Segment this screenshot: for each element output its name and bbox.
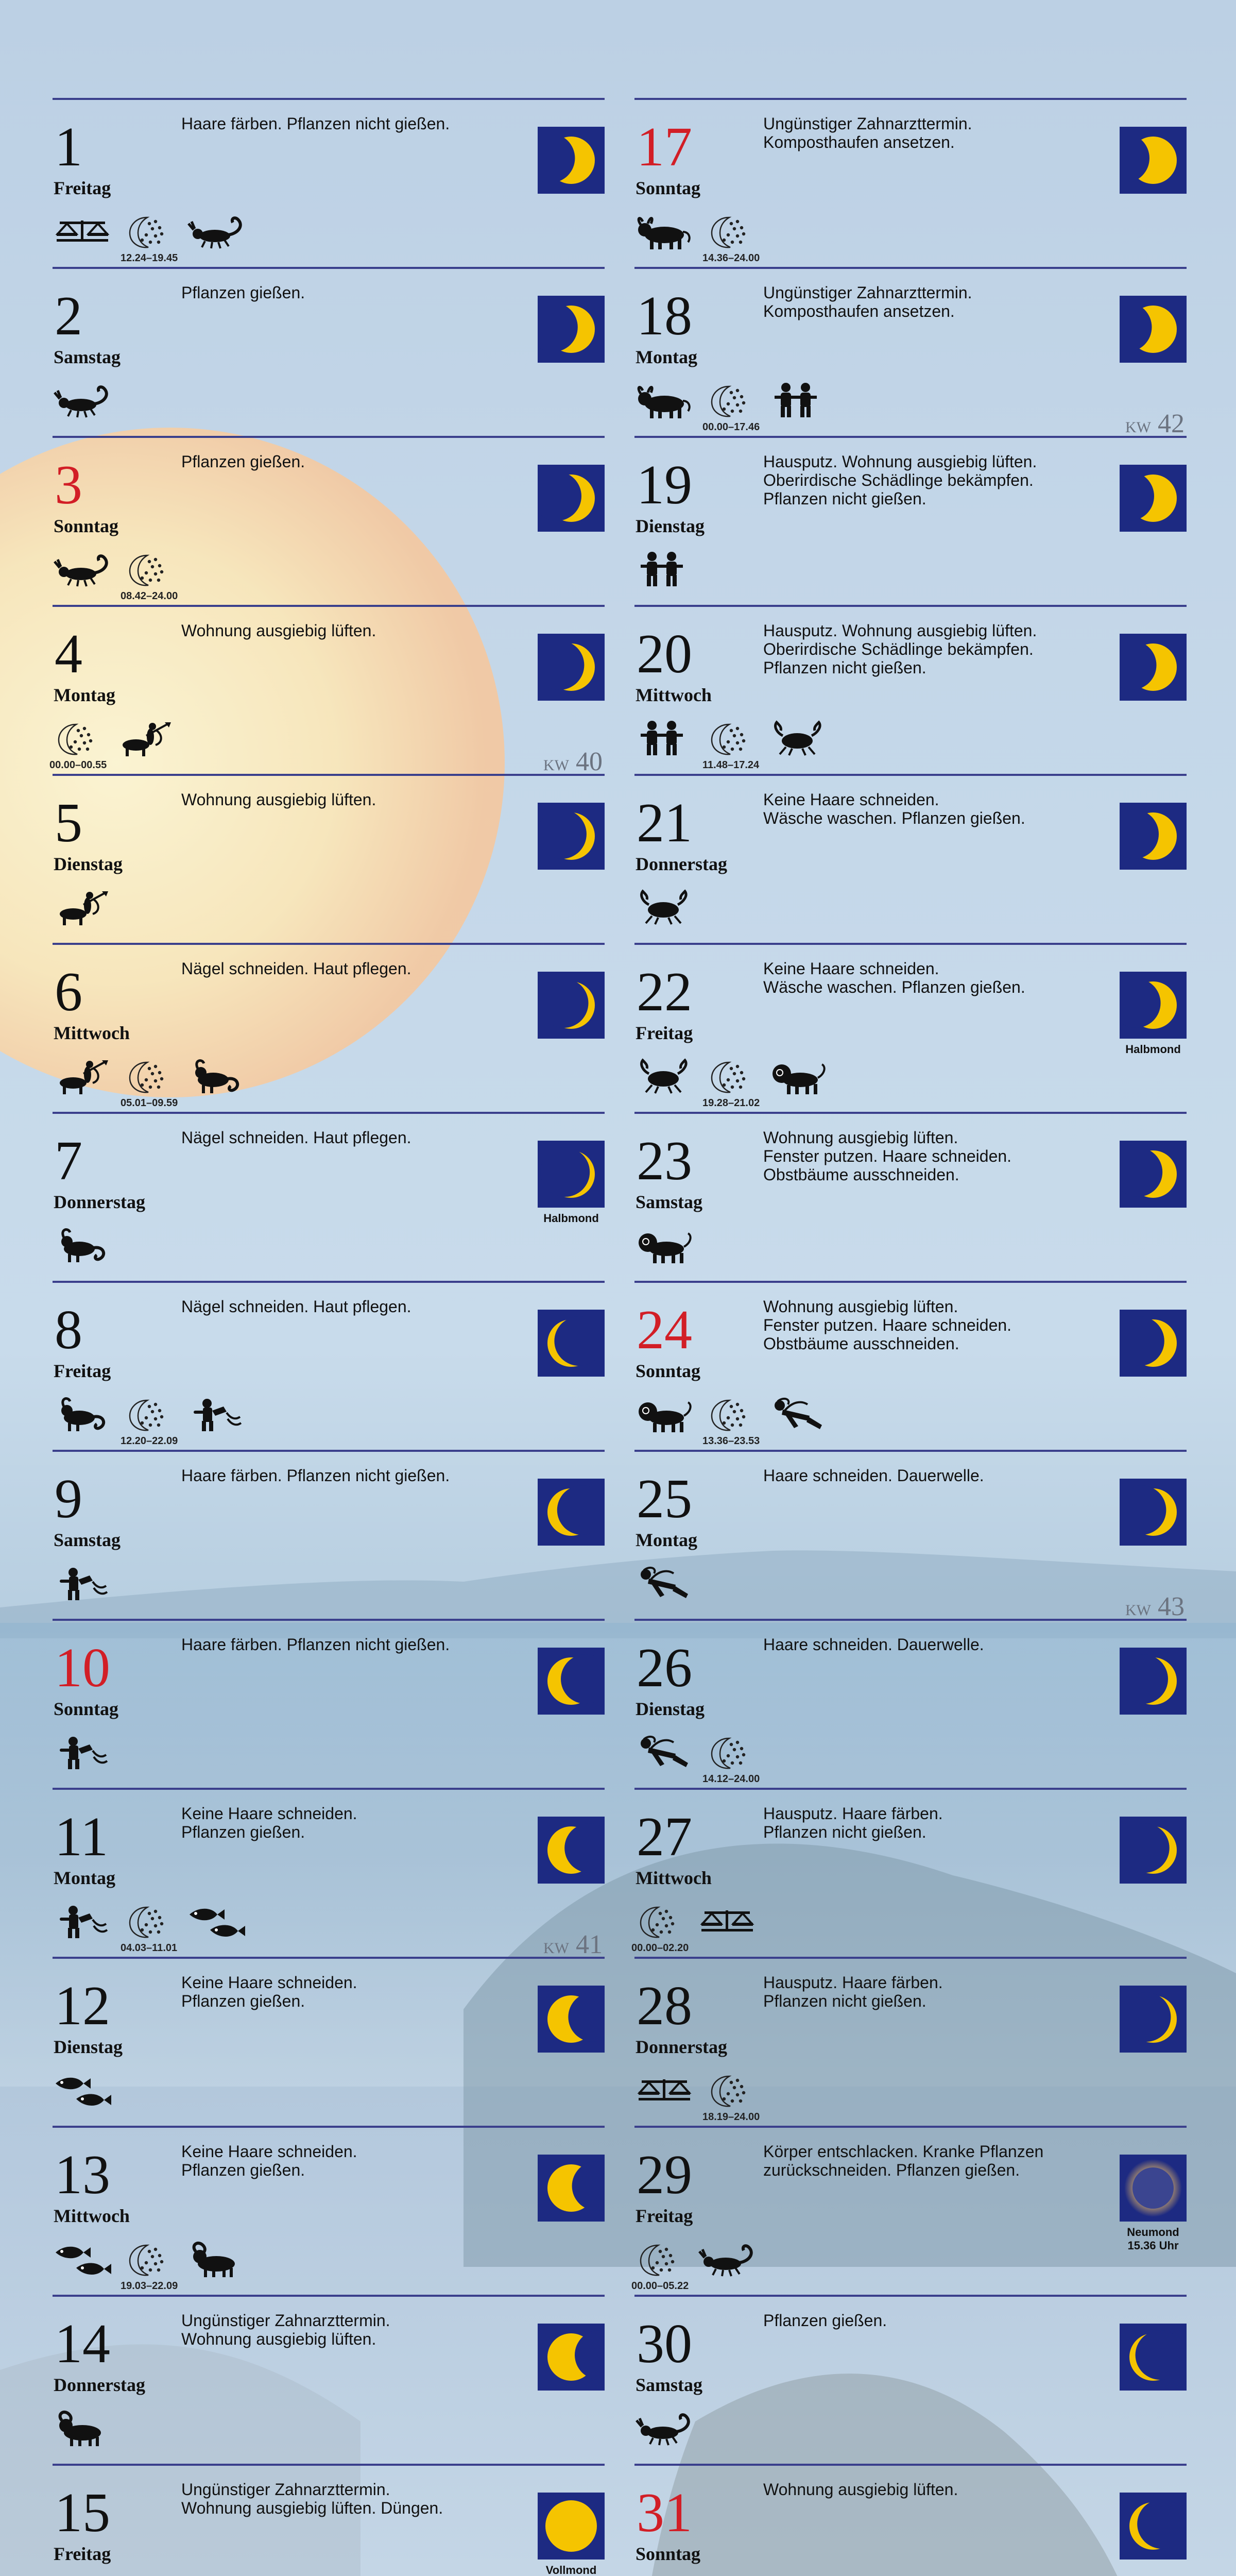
- day-cell: [53, 267, 605, 436]
- day-cell: [53, 1112, 605, 1281]
- moon-void-time-range: 12.20–22.09: [121, 1435, 178, 1447]
- day-note: Keine Haare schneiden. Pflanzen gießen.: [181, 1973, 357, 2010]
- virgo-icon: [634, 1734, 696, 1770]
- zodiac-icons: [53, 1227, 114, 1268]
- day-cell: [634, 605, 1187, 774]
- day-number: 28: [637, 1975, 692, 2037]
- zodiac-icons: [53, 2410, 114, 2451]
- aquarius-icon: [53, 1903, 114, 1939]
- scorpio-icon: [634, 2410, 696, 2446]
- zodiac-icons: [634, 720, 830, 761]
- zodiac-icons: [634, 1903, 759, 1944]
- day-note: Wohnung ausgiebig lüften. Fenster putzen. Haare schneiden. Obstbäume ausschneiden.: [763, 1297, 1012, 1353]
- moon-phase-icon: [538, 2493, 605, 2560]
- weekday-label: Mittwoch: [54, 2206, 130, 2226]
- days-column-left: [49, 98, 605, 2576]
- calendar-week-number: 43: [1158, 1592, 1184, 1621]
- day-cell: [631, 2126, 1187, 2295]
- day-number: 21: [637, 792, 692, 854]
- taurus-icon: [634, 213, 696, 249]
- moon-void-time-range: 00.00–17.46: [702, 421, 760, 433]
- moon-void-time-range: 00.00–02.20: [631, 1942, 689, 1954]
- day-note: Pflanzen gießen.: [181, 283, 305, 302]
- cancer-icon: [634, 889, 696, 925]
- moon-phase-icon: [538, 1479, 605, 1546]
- scorpio-icon: [186, 213, 248, 249]
- pisces-icon: [186, 1903, 248, 1939]
- zodiac-icons: [53, 1058, 248, 1099]
- cancer-icon: [634, 1058, 696, 1094]
- virgo-icon: [768, 1396, 830, 1432]
- moon-void-icon: [634, 1903, 688, 1939]
- day-cell: [634, 943, 1187, 1112]
- moon-void-icon: [706, 2072, 759, 2108]
- day-number: 1: [55, 116, 82, 178]
- day-number: 17: [637, 116, 692, 178]
- moon-phase-icon: [1120, 972, 1187, 1039]
- day-cell: [53, 1788, 605, 1957]
- day-number: 6: [55, 961, 82, 1023]
- moon-phase-icon: [1120, 634, 1187, 701]
- day-cell: [53, 943, 605, 1112]
- day-number: 20: [637, 623, 692, 685]
- day-number: 11: [55, 1806, 108, 1868]
- day-cell: [634, 98, 1187, 267]
- day-cell: [53, 436, 605, 605]
- day-note: Keine Haare schneiden. Wäsche waschen. Pflanzen gießen.: [763, 959, 1025, 996]
- day-number: 5: [55, 792, 82, 854]
- moon-phase-label: Halbmond: [1125, 1043, 1181, 1056]
- weekday-label: Dienstag: [54, 2037, 123, 2057]
- moon-phase-icon: [538, 1141, 605, 1208]
- day-note: Ungünstiger Zahnarzttermin. Wohnung ausgiebig lüften.: [181, 2311, 390, 2348]
- weekday-label: Mittwoch: [636, 1868, 712, 1888]
- day-cell: [634, 2295, 1187, 2464]
- day-note: Haare schneiden. Dauerwelle.: [763, 1635, 984, 1654]
- day-number: 24: [637, 1299, 692, 1361]
- cancer-icon: [768, 720, 830, 756]
- moon-phase-label: Vollmond: [545, 2564, 597, 2576]
- virgo-icon: [634, 1565, 696, 1601]
- day-number: 10: [55, 1637, 110, 1699]
- weekday-label: Dienstag: [54, 854, 123, 874]
- leo-icon: [768, 1058, 830, 1094]
- moon-phase-icon: [538, 803, 605, 870]
- moon-void-icon: [124, 1396, 177, 1432]
- day-number: 4: [55, 623, 82, 685]
- day-note: Nägel schneiden. Haut pflegen.: [181, 1297, 411, 1316]
- zodiac-icons: [634, 1396, 830, 1437]
- weekday-label: Samstag: [54, 1530, 121, 1550]
- zodiac-icons: [634, 213, 759, 255]
- day-cell: [53, 1619, 605, 1788]
- day-note: Haare färben. Pflanzen nicht gießen.: [181, 1635, 450, 1654]
- day-note: Haare schneiden. Dauerwelle.: [763, 1466, 984, 1485]
- zodiac-icons: [53, 2241, 248, 2282]
- day-note: Keine Haare schneiden. Pflanzen gießen.: [181, 1804, 357, 1841]
- moon-phase-icon: [538, 1986, 605, 2053]
- capricorn-icon: [53, 1396, 114, 1432]
- leo-icon: [634, 1227, 696, 1263]
- weekday-label: Sonntag: [636, 1361, 701, 1381]
- day-number: 9: [55, 1468, 82, 1530]
- weekday-label: Samstag: [636, 2375, 703, 2395]
- aries-icon: [186, 2241, 248, 2277]
- moon-void-icon: [53, 720, 106, 756]
- zodiac-icons: [634, 2072, 759, 2113]
- weekday-label: Donnerstag: [54, 1192, 145, 1212]
- aquarius-icon: [186, 1396, 248, 1432]
- zodiac-icons: [53, 1734, 114, 1775]
- day-note: Ungünstiger Zahnarzttermin. Komposthaufen ansetzen.: [763, 283, 972, 320]
- scorpio-icon: [53, 382, 114, 418]
- moon-phase-icon: [538, 296, 605, 363]
- moon-phase-icon: [1120, 465, 1187, 532]
- weekday-label: Dienstag: [636, 516, 705, 536]
- moon-void-icon: [634, 2241, 688, 2277]
- moon-phase-icon: [538, 1817, 605, 1884]
- zodiac-icons: [53, 1903, 248, 1944]
- moon-void-time-range: 14.12–24.00: [702, 1773, 760, 1785]
- weekday-label: Montag: [636, 1530, 697, 1550]
- day-number: 29: [637, 2144, 692, 2206]
- day-number: 14: [55, 2313, 110, 2375]
- day-number: 8: [55, 1299, 82, 1361]
- moon-phase-icon: [538, 127, 605, 194]
- calendar-week-marker: [1125, 409, 1184, 439]
- weekday-label: Freitag: [54, 1361, 111, 1381]
- day-note: Wohnung ausgiebig lüften.: [181, 621, 376, 640]
- weekday-label: Samstag: [54, 347, 121, 367]
- zodiac-icons: [634, 2241, 759, 2282]
- day-note: Haare färben. Pflanzen nicht gießen.: [181, 114, 450, 133]
- weekday-label: Sonntag: [54, 1699, 119, 1719]
- day-note: Körper entschlacken. Kranke Pflanzen zurückschneiden. Pflanzen gießen.: [763, 2142, 1044, 2179]
- moon-phase-label: Neumond 15.36 Uhr: [1127, 2226, 1179, 2252]
- weekday-label: Samstag: [636, 1192, 703, 1212]
- zodiac-icons: [53, 551, 177, 592]
- moon-void-time-range: 11.48–17.24: [702, 759, 760, 771]
- weekday-label: Freitag: [54, 2544, 111, 2564]
- moon-void-icon: [706, 1734, 759, 1770]
- moon-void-time-range: 08.42–24.00: [121, 590, 178, 602]
- day-cell: [53, 1957, 605, 2126]
- moon-phase-icon: [538, 2324, 605, 2391]
- sagittarius-icon: [53, 889, 114, 925]
- day-note: Hausputz. Wohnung ausgiebig lüften. Oberirdische Schädlinge bekämpfen. Pflanzen nicht gießen.: [763, 452, 1037, 508]
- moon-void-icon: [706, 213, 759, 249]
- day-number: 18: [637, 285, 692, 347]
- day-note: Hausputz. Haare färben. Pflanzen nicht gießen.: [763, 1804, 943, 1841]
- day-cell: [634, 1957, 1187, 2126]
- day-cell: [53, 98, 605, 267]
- day-number: 13: [55, 2144, 110, 2206]
- moon-void-icon: [706, 1396, 759, 1432]
- day-number: 2: [55, 285, 82, 347]
- moon-phase-icon: [538, 972, 605, 1039]
- day-number: 23: [637, 1130, 692, 1192]
- moon-phase-icon: [538, 1648, 605, 1715]
- scorpio-icon: [697, 2241, 759, 2277]
- calendar-week-marker: [543, 747, 603, 777]
- day-note: Pflanzen gießen.: [763, 2311, 887, 2330]
- zodiac-icons: [53, 2072, 114, 2113]
- weekday-label: Donnerstag: [54, 2375, 145, 2395]
- calendar-week-label: KW: [543, 1940, 569, 1957]
- moon-void-icon: [706, 1058, 759, 1094]
- moon-phase-icon: [1120, 1141, 1187, 1208]
- calendar-week-marker: [1125, 1591, 1184, 1622]
- zodiac-icons: [53, 889, 114, 930]
- moon-void-icon: [706, 720, 759, 756]
- moon-phase-icon: [1120, 1310, 1187, 1377]
- scorpio-icon: [53, 551, 114, 587]
- pisces-icon: [53, 2241, 114, 2277]
- days-column-right: [631, 98, 1187, 2576]
- day-note: Keine Haare schneiden. Pflanzen gießen.: [181, 2142, 357, 2179]
- zodiac-icons: [634, 382, 830, 423]
- taurus-icon: [634, 382, 696, 418]
- moon-void-time-range: 05.01–09.59: [121, 1097, 178, 1109]
- aries-icon: [53, 2410, 114, 2446]
- day-note: Hausputz. Wohnung ausgiebig lüften. Oberirdische Schädlinge bekämpfen. Pflanzen nicht gießen.: [763, 621, 1037, 677]
- zodiac-icons: [53, 720, 177, 761]
- moon-void-time-range: 18.19–24.00: [702, 2111, 760, 2123]
- capricorn-icon: [53, 1227, 114, 1263]
- calendar-week-number: 42: [1158, 409, 1184, 438]
- day-note: Nägel schneiden. Haut pflegen.: [181, 1128, 411, 1147]
- day-cell: [634, 1619, 1187, 1788]
- moon-void-time-range: 00.00–05.22: [631, 2280, 689, 2292]
- moon-phase-icon: [1120, 2493, 1187, 2560]
- moon-void-icon: [124, 1058, 177, 1094]
- day-note: Hausputz. Haare färben. Pflanzen nicht gießen.: [763, 1973, 943, 2010]
- day-note: Ungünstiger Zahnarzttermin. Wohnung ausgiebig lüften. Düngen.: [181, 2480, 443, 2517]
- day-cell: [634, 1112, 1187, 1281]
- day-number: 27: [637, 1806, 692, 1868]
- moon-void-icon: [124, 213, 177, 249]
- calendar-week-label: KW: [543, 757, 569, 774]
- zodiac-icons: [634, 1227, 696, 1268]
- weekday-label: Sonntag: [636, 2544, 701, 2564]
- calendar-week-label: KW: [1125, 419, 1151, 436]
- sagittarius-icon: [115, 720, 177, 756]
- moon-void-time-range: 14.36–24.00: [702, 252, 760, 264]
- zodiac-icons: [634, 551, 696, 592]
- zodiac-icons: [634, 1565, 696, 1606]
- moon-phase-icon: [1120, 1986, 1187, 2053]
- day-cell: [53, 2126, 605, 2295]
- day-cell: [634, 1281, 1187, 1450]
- moon-phase-label: Halbmond: [543, 1212, 599, 1225]
- moon-phase-icon: [538, 465, 605, 532]
- day-number: 15: [55, 2482, 110, 2544]
- moon-void-icon: [124, 551, 177, 587]
- sagittarius-icon: [53, 1058, 114, 1094]
- day-cell: [53, 1281, 605, 1450]
- moon-void-icon: [124, 2241, 177, 2277]
- day-note: Pflanzen gießen.: [181, 452, 305, 471]
- leo-icon: [634, 1396, 696, 1432]
- day-cell: [49, 605, 605, 776]
- gemini-icon: [634, 551, 696, 587]
- day-cell: [634, 267, 1187, 436]
- capricorn-icon: [186, 1058, 248, 1094]
- gemini-icon: [768, 382, 830, 418]
- zodiac-icons: [53, 1565, 114, 1606]
- weekday-label: Freitag: [636, 2206, 693, 2226]
- gemini-icon: [634, 720, 696, 756]
- moon-phase-icon: [538, 634, 605, 701]
- day-cell: [634, 436, 1187, 605]
- weekday-label: Montag: [636, 347, 697, 367]
- aquarius-icon: [53, 1565, 114, 1601]
- zodiac-icons: [634, 2410, 696, 2451]
- day-cell: [53, 1450, 605, 1619]
- day-cell: [53, 2295, 605, 2464]
- day-note: Nägel schneiden. Haut pflegen.: [181, 959, 411, 978]
- zodiac-icons: [634, 889, 696, 930]
- moon-phase-icon: [1120, 127, 1187, 194]
- libra-icon: [634, 2072, 696, 2108]
- weekday-label: Mittwoch: [54, 1023, 130, 1043]
- day-note: Haare färben. Pflanzen nicht gießen.: [181, 1466, 450, 1485]
- day-number: 3: [55, 454, 82, 516]
- moon-void-icon: [706, 382, 759, 418]
- weekday-label: Dienstag: [636, 1699, 705, 1719]
- day-note: Keine Haare schneiden. Wäsche waschen. Pflanzen gießen.: [763, 790, 1025, 827]
- moon-void-time-range: 04.03–11.01: [121, 1942, 178, 1954]
- moon-void-time-range: 19.28–21.02: [702, 1097, 760, 1109]
- weekday-label: Montag: [54, 685, 115, 705]
- moon-phase-icon: [538, 2155, 605, 2222]
- weekday-label: Sonntag: [54, 516, 119, 536]
- day-number: 26: [637, 1637, 692, 1699]
- day-cell: [631, 1788, 1187, 1957]
- day-cell: [53, 774, 605, 943]
- aquarius-icon: [53, 1734, 114, 1770]
- moon-phase-icon: [1120, 1479, 1187, 1546]
- day-note: Wohnung ausgiebig lüften.: [181, 790, 376, 809]
- day-number: 30: [637, 2313, 692, 2375]
- calendar-week-label: KW: [1125, 1602, 1151, 1619]
- moon-phase-icon: [1120, 296, 1187, 363]
- day-number: 22: [637, 961, 692, 1023]
- day-cell: [634, 774, 1187, 943]
- moon-void-time-range: 19.03–22.09: [121, 2280, 178, 2292]
- zodiac-icons: [53, 382, 114, 423]
- weekday-label: Montag: [54, 1868, 115, 1888]
- calendar-week-marker: [543, 1929, 603, 1960]
- moon-void-time-range: 00.00–00.55: [49, 759, 107, 771]
- zodiac-icons: [634, 1058, 830, 1099]
- day-cell: [634, 1450, 1187, 1619]
- weekday-label: Mittwoch: [636, 685, 712, 705]
- weekday-label: Sonntag: [636, 178, 701, 198]
- libra-icon: [697, 1903, 759, 1939]
- day-cell: [634, 2464, 1187, 2576]
- zodiac-icons: [53, 1396, 248, 1437]
- calendar-week-number: 41: [576, 1930, 603, 1959]
- day-number: 25: [637, 1468, 692, 1530]
- weekday-label: Freitag: [636, 1023, 693, 1043]
- moon-void-time-range: 13.36–23.53: [702, 1435, 760, 1447]
- moon-void-time-range: 12.24–19.45: [121, 252, 178, 264]
- moon-phase-icon: [1120, 2155, 1187, 2222]
- zodiac-icons: [53, 213, 248, 255]
- moon-phase-icon: [1120, 2324, 1187, 2391]
- day-cell: [53, 2464, 605, 2576]
- moon-phase-icon: [1120, 1648, 1187, 1715]
- weekday-label: Donnerstag: [636, 2037, 727, 2057]
- moon-phase-icon: [538, 1310, 605, 1377]
- day-number: 7: [55, 1130, 82, 1192]
- day-number: 31: [637, 2482, 692, 2544]
- day-number: 12: [55, 1975, 110, 2037]
- day-note: Wohnung ausgiebig lüften. Fenster putzen. Haare schneiden. Obstbäume ausschneiden.: [763, 1128, 1012, 1184]
- libra-icon: [53, 213, 114, 249]
- calendar-week-number: 40: [576, 747, 603, 776]
- day-number: 19: [637, 454, 692, 516]
- moon-phase-icon: [1120, 803, 1187, 870]
- day-note: Wohnung ausgiebig lüften.: [763, 2480, 958, 2499]
- moon-phase-icon: [1120, 1817, 1187, 1884]
- moon-void-icon: [124, 1903, 177, 1939]
- pisces-icon: [53, 2072, 114, 2108]
- weekday-label: Donnerstag: [636, 854, 727, 874]
- weekday-label: Freitag: [54, 178, 111, 198]
- day-note: Ungünstiger Zahnarzttermin. Komposthaufen ansetzen.: [763, 114, 972, 151]
- zodiac-icons: [634, 1734, 759, 1775]
